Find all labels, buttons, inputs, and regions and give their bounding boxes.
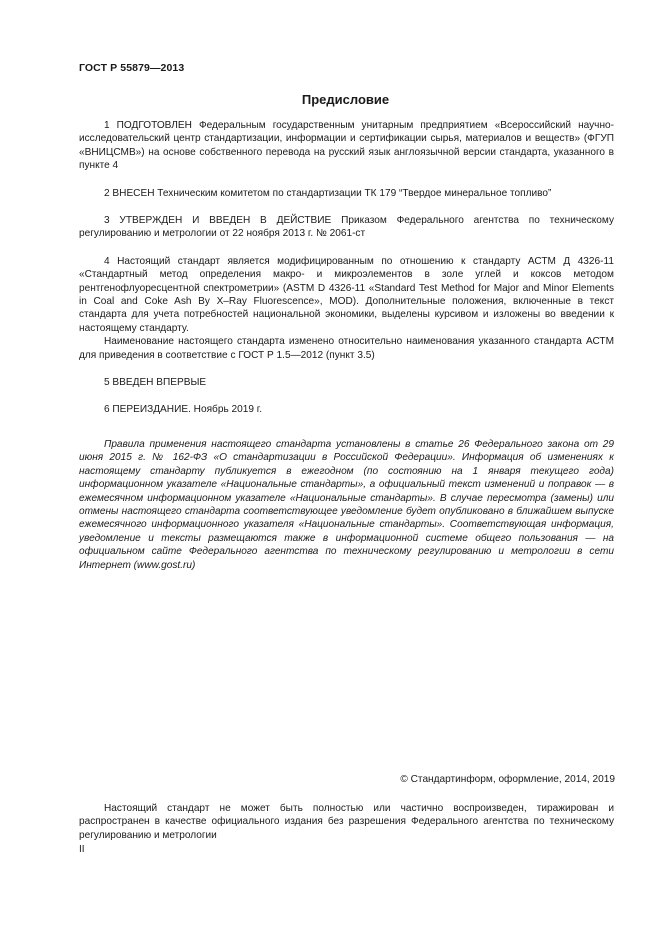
page-number: II <box>79 844 85 855</box>
preface-body <box>79 119 614 416</box>
preface-item-2: 2 ВНЕСЕН Техническим комитетом по стандартизации ТК 179 “Твердое минеральное топливо” <box>104 187 552 199</box>
preface-title <box>0 92 661 107</box>
preface-title-text: Предисловие <box>301 92 390 107</box>
copyright-line: © Стандартинформ, оформление, 2014, 2019 <box>400 774 615 785</box>
preface-item-4-note: Наименование настоящего стандарта изменено относительно наименования указанного стандарта АСТМ для приведения в соответствие с ГОСТ Р 1.5—2012 (пункт 3.5) <box>79 336 614 361</box>
reproduction-notice: Настоящий стандарт не может быть полностью или частично воспроизведен, тиражирован и распространен в качестве официального издания без разрешения Федерального агентства по техническому регулированию и метрологии <box>79 803 614 841</box>
document-code: ГОСТ Р 55879—2013 <box>79 62 185 74</box>
preface-item-5: 5 ВВЕДЕН ВПЕРВЫЕ <box>104 377 207 389</box>
preface-item-4: 4 Настоящий стандарт является модифицированным по отношению к стандарту АСТМ Д 4326-11 «Стандартный метод определения макро- и микроэлементов в золе углей и коксов методом рентгенофлуоресцентной спектрометрии» (ASTM D 4326-11 «Standard Test Method for Major and Minor Elements in Coal and Coke Ash By X–Ray Fluorescence», MOD). Дополнительные положения, включенные в текст стандарта для учета потребностей национальной экономики, выделены курсивом и изложены во введении к настоящему стандарту. <box>79 255 614 334</box>
application-rules-notice: Правила применения настоящего стандарта установлены в статье 26 Федерального закона от 29 июня 2015 г. № 162-ФЗ «О стандартизации в Российской Федерации». Информация об изменениях к настоящему стандарту публикуется в ежегодном (по состоянию на 1 января текущего года) информационном указателе «Национальные стандарты», а официальный текст изменений и поправок — в ежемесячном информационном указателе «Национальные стандарты». В случае пересмотра (замены) или отмены настоящего стандарта соответствующее уведомление будет опубликовано в ближайшем выпуске ежемесячного информационного указателя «Национальные стандарты». Соответствующая информация, уведомление и тексты размещаются также в информационной системе общего пользования — на официальном сайте Федерального агентства по техническому регулированию и метрологии в сети Интернет (www.gost.ru) <box>79 439 614 571</box>
preface-item-6: 6 ПЕРЕИЗДАНИЕ. Ноябрь 2019 г. <box>104 403 263 415</box>
preface-item-3: 3 УТВЕРЖДЕН И ВВЕДЕН В ДЕЙСТВИЕ Приказом Федерального агентства по техническому регулированию и метрологии от 22 ноября 2013 г. № 2061-ст <box>79 215 614 240</box>
preface-item-1: 1 ПОДГОТОВЛЕН Федеральным государственным унитарным предприятием «Всероссийский научно-исследовательский центр стандартизации, информации и сертификации сырья, материалов и веществ» (ФГУП «ВНИЦСМВ») на основе собственного перевода на русский язык англоязычной версии стандарта, указанного в пункте 4 <box>79 120 614 172</box>
